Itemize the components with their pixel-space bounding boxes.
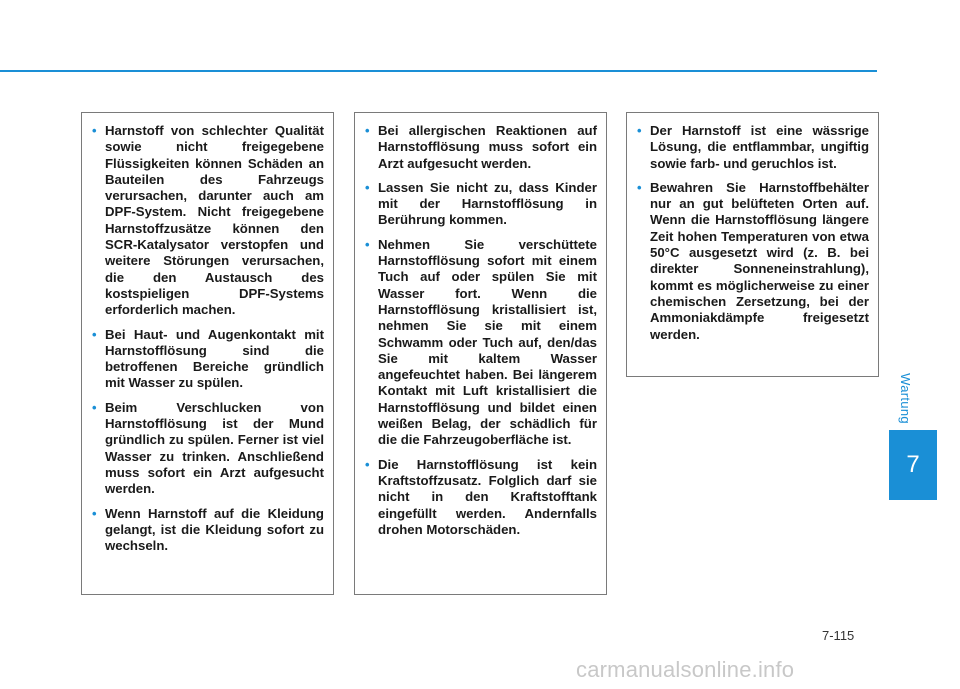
bullet-text: Bewahren Sie Harnstoffbehälter nur an gut belüfteten Orten auf. Wenn die Harnstofflösung längere Zeit hohen Temperaturen von etwa 50°C ausgesetzt wird (z. B. bei direkter Sonneneinstrahlung), kommt es möglicherweise zu einer chemischen Zersetzung, bei der Ammoniakdämpfe freigesetzt werden. xyxy=(650,179,869,342)
bullet-text: Bei Haut- und Augenkontakt mit Harnstofflösung sind die betroffenen Bereiche gründlich mit Wasser zu spülen. xyxy=(105,326,324,391)
bullet-list-1 xyxy=(82,113,333,554)
chapter-tab xyxy=(889,430,937,500)
bullet-icon: • xyxy=(92,505,97,521)
warning-box-1 xyxy=(81,112,334,595)
bullet-text: Die Harnstofflösung ist kein Kraftstoffzusatz. Folglich darf sie nicht in den Kraftstofftank eingefüllt werden. Andernfalls drohen Motorschäden. xyxy=(378,456,597,537)
bullet-item xyxy=(365,236,597,449)
bullet-icon: • xyxy=(637,179,642,195)
bullet-icon: • xyxy=(365,123,370,138)
chapter-side-label xyxy=(894,370,916,426)
bullet-text: Harnstoff von schlechter Qualität sowie nicht freigegebene Flüssigkeiten können Schäden an Bauteilen des Fahrzeugs verursachen, darunter auch am DPF-System. Nicht freigegebene Harnstoffzusätze können den SCR-Katalysator verstopfen und weitere Störungen verursachen, die den Austausch des kostspieligen DPF-Systems erforderlich machen. xyxy=(105,123,324,318)
bullet-item xyxy=(365,179,597,229)
bullet-item xyxy=(92,326,324,392)
bullet-item xyxy=(637,179,869,343)
bullet-icon: • xyxy=(365,456,370,472)
chapter-number: 7 xyxy=(906,451,920,478)
chapter-label-text: Wartung xyxy=(897,372,913,424)
page-number: 7-115 xyxy=(822,628,855,643)
bullet-text: Der Harnstoff ist eine wässrige Lösung, die entflammbar, ungiftig sowie farb- und geruchlos ist. xyxy=(650,123,869,171)
bullet-icon: • xyxy=(365,179,370,195)
bullet-text: Nehmen Sie verschüttete Harnstofflösung sofort mit einem Tuch auf oder spülen Sie mit Wasser fort. Wenn die Harnstofflösung kristallisiert ist, nehmen Sie sie mit einem Schwamm oder Tuch auf, den/das Sie mit kaltem Wasser angefeuchtet haben. Bei längerem Kontakt mit Luft kristallisiert die Harnstofflösung und bildet einen weißen Belag, der schädlich für die die Fahrzeugoberfläche ist. xyxy=(378,236,597,448)
bullet-item xyxy=(92,123,324,319)
bullet-text: Lassen Sie nicht zu, dass Kinder mit der Harnstofflösung in Berührung kommen. xyxy=(378,179,597,228)
header-rule xyxy=(0,70,877,72)
bullet-icon: • xyxy=(92,326,97,342)
bullet-icon: • xyxy=(92,399,97,415)
bullet-item xyxy=(365,123,597,172)
bullet-item xyxy=(92,399,324,498)
bullet-icon: • xyxy=(365,236,370,252)
bullet-item xyxy=(92,505,324,555)
warning-box-3 xyxy=(626,112,879,377)
bullet-item xyxy=(637,123,869,172)
bullet-text: Wenn Harnstoff auf die Kleidung gelangt, ist die Kleidung sofort zu wechseln. xyxy=(105,505,324,554)
bullet-icon: • xyxy=(92,123,97,138)
bullet-item xyxy=(365,456,597,538)
bullet-text: Beim Verschlucken von Harnstofflösung ist der Mund gründlich zu spülen. Ferner ist viel Wasser zu trinken. Anschließend muss sofort ein Arzt aufgesucht werden. xyxy=(105,399,324,497)
bullet-icon: • xyxy=(637,123,642,138)
bullet-text: Bei allergischen Reaktionen auf Harnstofflösung muss sofort ein Arzt aufgesucht werden. xyxy=(378,123,597,171)
bullet-list-2 xyxy=(355,113,606,538)
bullet-list-3 xyxy=(627,113,878,343)
warning-box-2 xyxy=(354,112,607,595)
watermark: carmanualsonline.info xyxy=(576,657,795,682)
